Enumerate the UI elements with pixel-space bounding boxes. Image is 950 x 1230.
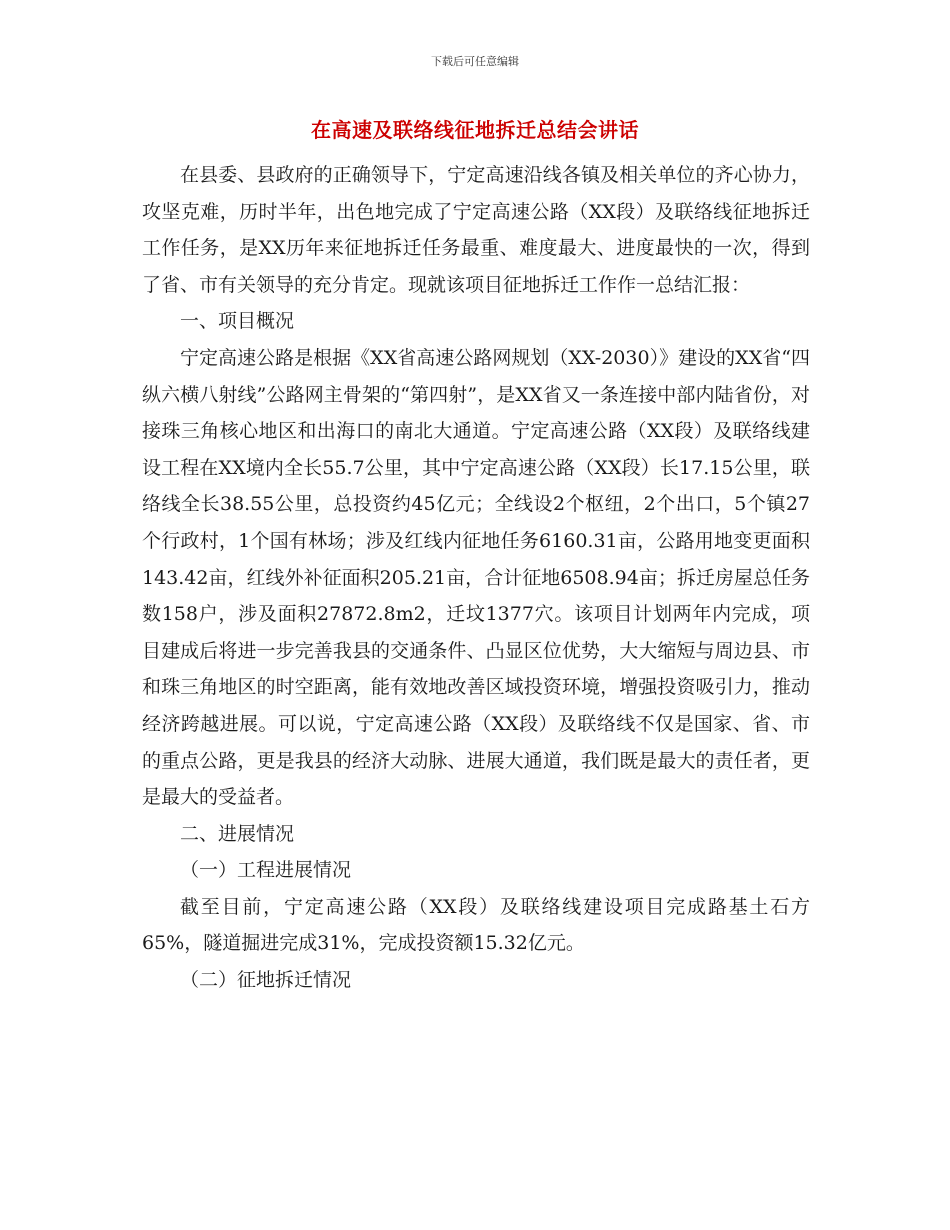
- paragraph-project-overview: 宁定高速公路是根据《XX省高速公路网规划（XX-2030）》建设的XX省“四纵六横八射线”公路网主骨架的“第四射”，是XX省又一条连接中部内陆省份，对接珠三角核心地区和出海口的南北大通道。宁定高速公路（XX段）及联络线建设工程在XX境内全长55.7公里，其中宁定高速公路（XX段）长17.15公里，联络线全长38.55公里，总投资约45亿元；全线设2个枢纽，2个出口，5个镇27个行政村，1个国有林场；涉及红线内征地任务6160.31亩，公路用地变更面积143.42亩，红线外补征面积205.21亩，合计征地6508.94亩；拆迁房屋总任务数158户，涉及面积27872.8m2，迁坟1377穴。该项目计划两年内完成，项目建成后将进一步完善我县的交通条件、凸显区位优势，大大缩短与周边县、市和珠三角地区的时空距离，能有效地改善区域投资环境，增强投资吸引力，推动经济跨越进展。可以说，宁定高速公路（XX段）及联络线不仅是国家、省、市的重点公路，更是我县的经济大动脉、进展大通道，我们既是最大的责任者，更是最大的受益者。: [142, 346, 810, 809]
- document-body: [142, 157, 810, 999]
- heading-project-overview: 一、项目概况: [180, 310, 295, 333]
- subheading-land-acquisition: （二）征地拆迁情况: [180, 969, 352, 992]
- paragraph-intro: 在县委、县政府的正确领导下，宁定高速沿线各镇及相关单位的齐心协力，攻坚克难，历时半年，出色地完成了宁定高速公路（XX段）及联络线征地拆迁工作任务，是XX历年来征地拆迁任务最重、难度最大、进度最快的一次，得到了省、市有关领导的充分肯定。现就该项目征地拆迁工作作一总结汇报：: [142, 164, 810, 296]
- header-note: 下载后可任意编辑: [431, 55, 519, 68]
- document-title: 在高速及联络线征地拆迁总结会讲话: [311, 118, 639, 142]
- paragraph-engineering-progress: 截至目前，宁定高速公路（XX段）及联络线建设项目完成路基土石方65%，隧道掘进完成31%，完成投资额15.32亿元。: [142, 895, 810, 955]
- subheading-engineering-progress: （一）工程进展情况: [180, 859, 352, 882]
- heading-progress: 二、进展情况: [180, 822, 295, 845]
